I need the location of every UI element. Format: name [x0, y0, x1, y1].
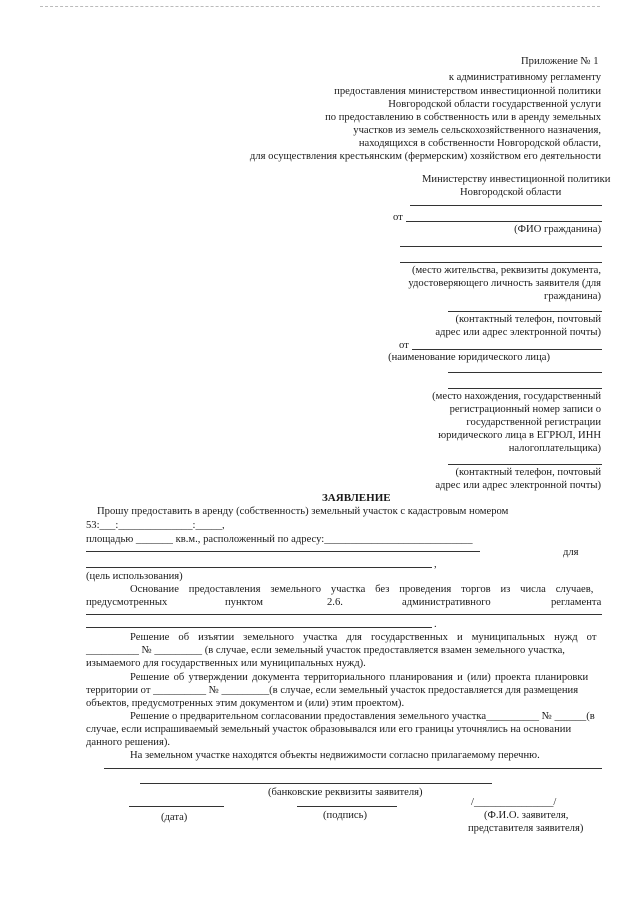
purpose-caption: (цель использования) — [86, 571, 183, 582]
contact-field-line[interactable] — [448, 311, 602, 312]
residence-caption: удостоверяющего личность заявителя (для — [408, 278, 601, 289]
seizure-text: Решение об изъятии земельного участка для государственных и муниципальных нужд от — [130, 632, 597, 643]
fio-signature-field[interactable]: /_______________/ — [471, 797, 557, 808]
appendix-line: предоставления министерством инвестиционной политики — [334, 86, 601, 97]
basis-field-line[interactable] — [86, 614, 602, 615]
residence-caption: гражданина) — [544, 291, 601, 302]
legal-location-field-line[interactable] — [448, 372, 602, 373]
signature-caption: (подпись) — [323, 810, 367, 821]
residence-caption: (место жительства, реквизиты документа, — [411, 265, 601, 276]
contact-field-line[interactable] — [448, 464, 602, 465]
legal-location-caption: регистрационный номер записи о — [449, 404, 601, 415]
appendix-line: к административному регламенту — [448, 72, 601, 83]
date-field[interactable] — [129, 806, 224, 807]
contact-caption: адрес или адрес электронной почты) — [435, 327, 601, 338]
appendix-title: Приложение № 1 — [521, 56, 599, 67]
cadastral-number-field[interactable]: 53:___:______________:_____, — [86, 520, 225, 531]
address-field-line[interactable] — [86, 551, 480, 552]
bank-details-caption: (банковские реквизиты заявителя) — [268, 787, 423, 798]
basis-word: административного — [402, 597, 491, 608]
appendix-line: Новгородской области государственной услуги — [388, 99, 601, 110]
seizure-text: изымаемого для государственных или муниципальных нужд). — [86, 658, 366, 669]
basis-period: . — [434, 619, 437, 630]
scan-edge-artifact — [40, 6, 600, 7]
bank-details-field-line[interactable] — [104, 768, 602, 769]
planning-text: объектов, предусмотренных этим документом и (или) этим проектом). — [86, 698, 405, 709]
preliminary-approval-text: случае, если испрашиваемый земельный участок образовывался или его границы уточнялись на основании — [86, 724, 572, 735]
basis-word: пунктом — [225, 597, 263, 608]
basis-text: Основание предоставления земельного участка без проведения торгов из числа случаев, — [130, 584, 594, 595]
purpose-comma: , — [434, 559, 437, 570]
bank-details-field-line[interactable] — [140, 783, 492, 784]
from-label-legal: от — [399, 340, 409, 351]
document-heading: ЗАЯВЛЕНИЕ — [322, 492, 391, 504]
seizure-text[interactable]: __________ № _________ (в случае, если земельный участок предоставляется взамен земельного участка, — [86, 645, 565, 656]
for-label: для — [563, 547, 579, 558]
residence-field-line[interactable] — [400, 246, 602, 247]
purpose-field-line[interactable] — [86, 567, 432, 568]
legal-name-caption: (наименование юридического лица) — [388, 352, 550, 363]
legal-location-caption: государственной регистрации — [466, 417, 601, 428]
preliminary-approval-text: данного решения). — [86, 737, 170, 748]
planning-text: Решение об утверждении документа территориального планирования и (или) проекта планировки — [130, 672, 589, 683]
basis-word: регламента — [551, 597, 602, 608]
preliminary-approval-text[interactable]: Решение о предварительном согласовании предоставления земельного участка__________ № ______(в — [130, 711, 595, 722]
residence-field-line[interactable] — [400, 262, 602, 263]
planning-text[interactable]: территории от __________ № _________(в случае, если земельный участок предоставляется для размещения — [86, 685, 579, 696]
fio-signature-caption: (Ф.И.О. заявителя, — [484, 810, 569, 821]
request-text: Прошу предоставить в аренду (собственность) земельный участок с кадастровым номером — [97, 506, 509, 517]
from-label: от — [393, 212, 403, 223]
legal-location-caption: налогоплательщика) — [508, 443, 601, 454]
appendix-line: для осуществления крестьянским (фермерским) хозяйством его деятельности — [249, 151, 601, 162]
appendix-line: находящихся в собственности Новгородской области, — [358, 138, 601, 149]
appendix-line: участков из земель сельскохозяйственного назначения, — [353, 125, 601, 136]
blank-line — [410, 205, 602, 206]
contact-caption: (контактный телефон, почтовый — [455, 314, 601, 325]
appendix-line: по предоставлению в собственность или в аренду земельных — [325, 112, 601, 123]
fio-field[interactable] — [406, 221, 602, 222]
contact-caption: адрес или адрес электронной почты) — [435, 480, 601, 491]
legal-name-field[interactable] — [412, 349, 602, 350]
area-address-text[interactable]: площадью _______ кв.м., расположенный по адресу:____________________________ — [86, 534, 473, 545]
addressee-line-2: Новгородской области — [460, 187, 562, 198]
legal-location-field-line[interactable] — [448, 388, 602, 389]
basis-field-line[interactable] — [86, 627, 432, 628]
contact-caption: (контактный телефон, почтовый — [455, 467, 601, 478]
legal-location-caption: (место нахождения, государственный — [432, 391, 601, 402]
legal-location-caption: юридического лица в ЕГРЮЛ, ИНН — [438, 430, 601, 441]
fio-caption: (ФИО гражданина) — [514, 224, 601, 235]
basis-word: 2.6. — [327, 597, 343, 608]
basis-word: предусмотренных — [86, 597, 168, 608]
addressee-line-1: Министерству инвестиционной политики — [422, 174, 611, 185]
real-estate-text: На земельном участке находятся объекты недвижимости согласно прилагаемому перечню. — [130, 750, 540, 761]
date-caption: (дата) — [161, 812, 188, 823]
signature-field[interactable] — [297, 806, 397, 807]
fio-signature-caption: представителя заявителя) — [468, 823, 584, 834]
